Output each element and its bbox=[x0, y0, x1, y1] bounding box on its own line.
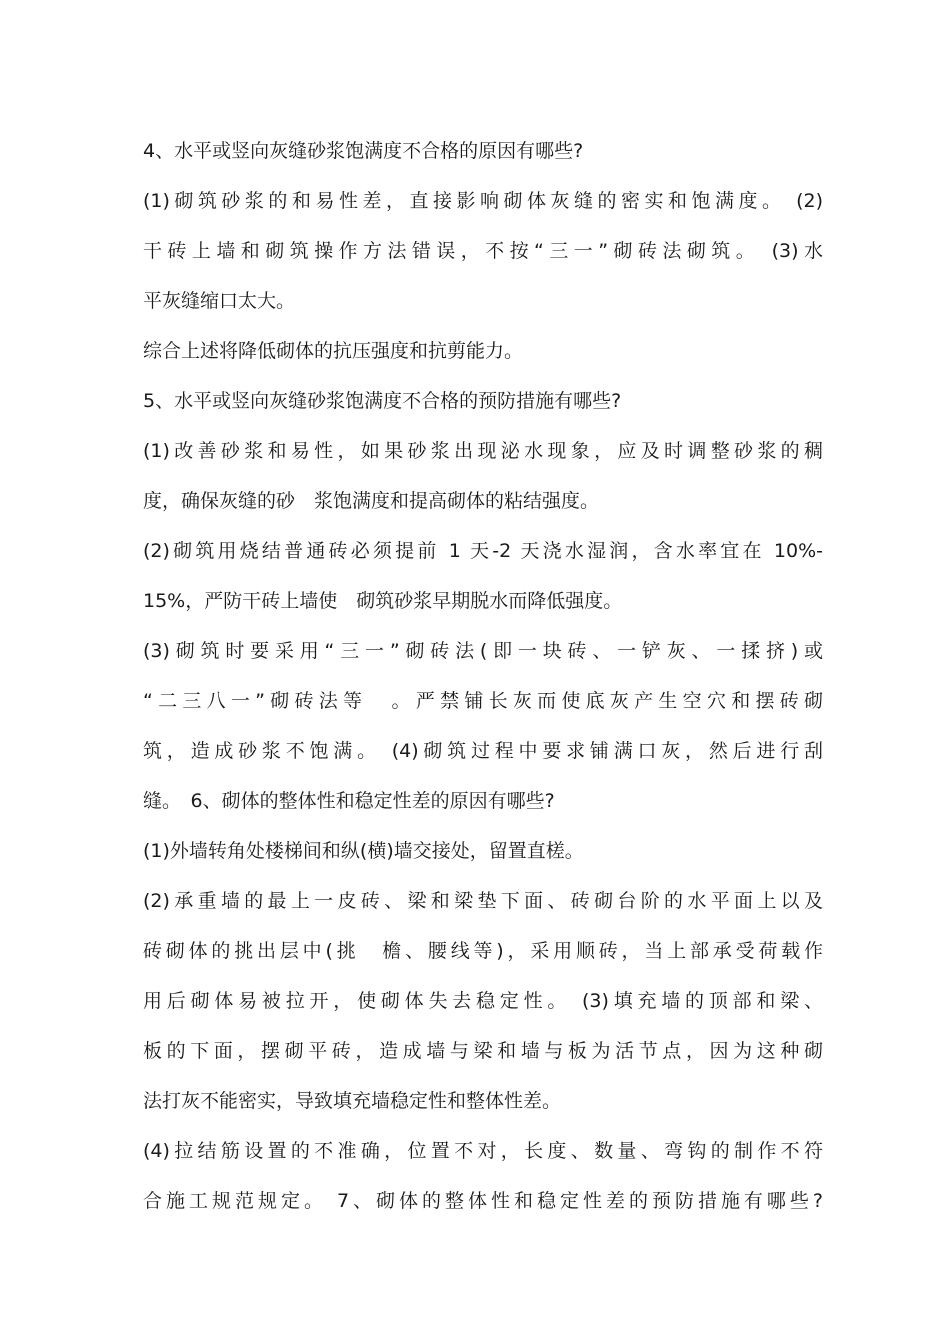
text-line: 干砖上墙和砌筑操作方法错误，不按“三一”砌砖法砌筑。 (3)水 bbox=[143, 240, 823, 262]
text-line: (1)砌筑砂浆的和易性差，直接影响砌体灰缝的密实和饱满度。 (2) bbox=[143, 190, 823, 212]
text-line: (2)承重墙的最上一皮砖、梁和梁垫下面、砖砌台阶的水平面上以及 bbox=[143, 890, 823, 912]
text-line: (1)改善砂浆和易性，如果砂浆出现泌水现象，应及时调整砂浆的稠 bbox=[143, 440, 823, 462]
question-7-heading: 合施工规范规定。 7、砌体的整体性和稳定性差的预防措施有哪些? bbox=[143, 1190, 823, 1212]
text-line: 用后砌体易被拉开，使砌体失去稳定性。 (3)填充墙的顶部和梁、 bbox=[143, 990, 823, 1012]
question-5-heading: 5、水平或竖向灰缝砂浆饱满度不合格的预防措施有哪些? bbox=[143, 390, 622, 412]
document-body bbox=[143, 126, 823, 1226]
text-line: (4)拉结筋设置的不准确，位置不对，长度、数量、弯钩的制作不符 bbox=[143, 1140, 823, 1162]
text-line: 15%，严防干砖上墙使 砌筑砂浆早期脱水而降低强度。 bbox=[143, 590, 623, 612]
text-line: 砖砌体的挑出层中(挑 檐、腰线等)，采用顺砖，当上部承受荷载作 bbox=[143, 940, 823, 962]
text-line: 综合上述将降低砌体的抗压强度和抗剪能力。 bbox=[143, 340, 524, 362]
text-line: 度，确保灰缝的砂 浆饱满度和提高砌体的粘结强度。 bbox=[143, 490, 600, 512]
text-line: 板的下面，摆砌平砖，造成墙与梁和墙与板为活节点，因为这种砌 bbox=[143, 1040, 823, 1062]
question-4-heading: 4、水平或竖向灰缝砂浆饱满度不合格的原因有哪些? bbox=[143, 140, 584, 162]
text-line: (2)砌筑用烧结普通砖必须提前 1 天-2 天浇水湿润，含水率宜在 10%- bbox=[143, 540, 823, 562]
text-line: “二三八一”砌砖法等 。严禁铺长灰而使底灰产生空穴和摆砖砌 bbox=[143, 690, 823, 712]
text-line: 筑，造成砂浆不饱满。 (4)砌筑过程中要求铺满口灰，然后进行刮 bbox=[143, 740, 823, 762]
text-line: (3)砌筑时要采用“三一”砌砖法(即一块砖、一铲灰、一揉挤)或 bbox=[143, 640, 823, 662]
question-6-heading: 缝。 6、砌体的整体性和稳定性差的原因有哪些? bbox=[143, 790, 555, 812]
text-line: 平灰缝缩口太大。 bbox=[143, 290, 296, 312]
text-line: (1)外墙转角处楼梯间和纵(横)墙交接处，留置直槎。 bbox=[143, 840, 584, 862]
text-line: 法打灰不能密实，导致填充墙稳定性和整体性差。 bbox=[143, 1090, 562, 1112]
